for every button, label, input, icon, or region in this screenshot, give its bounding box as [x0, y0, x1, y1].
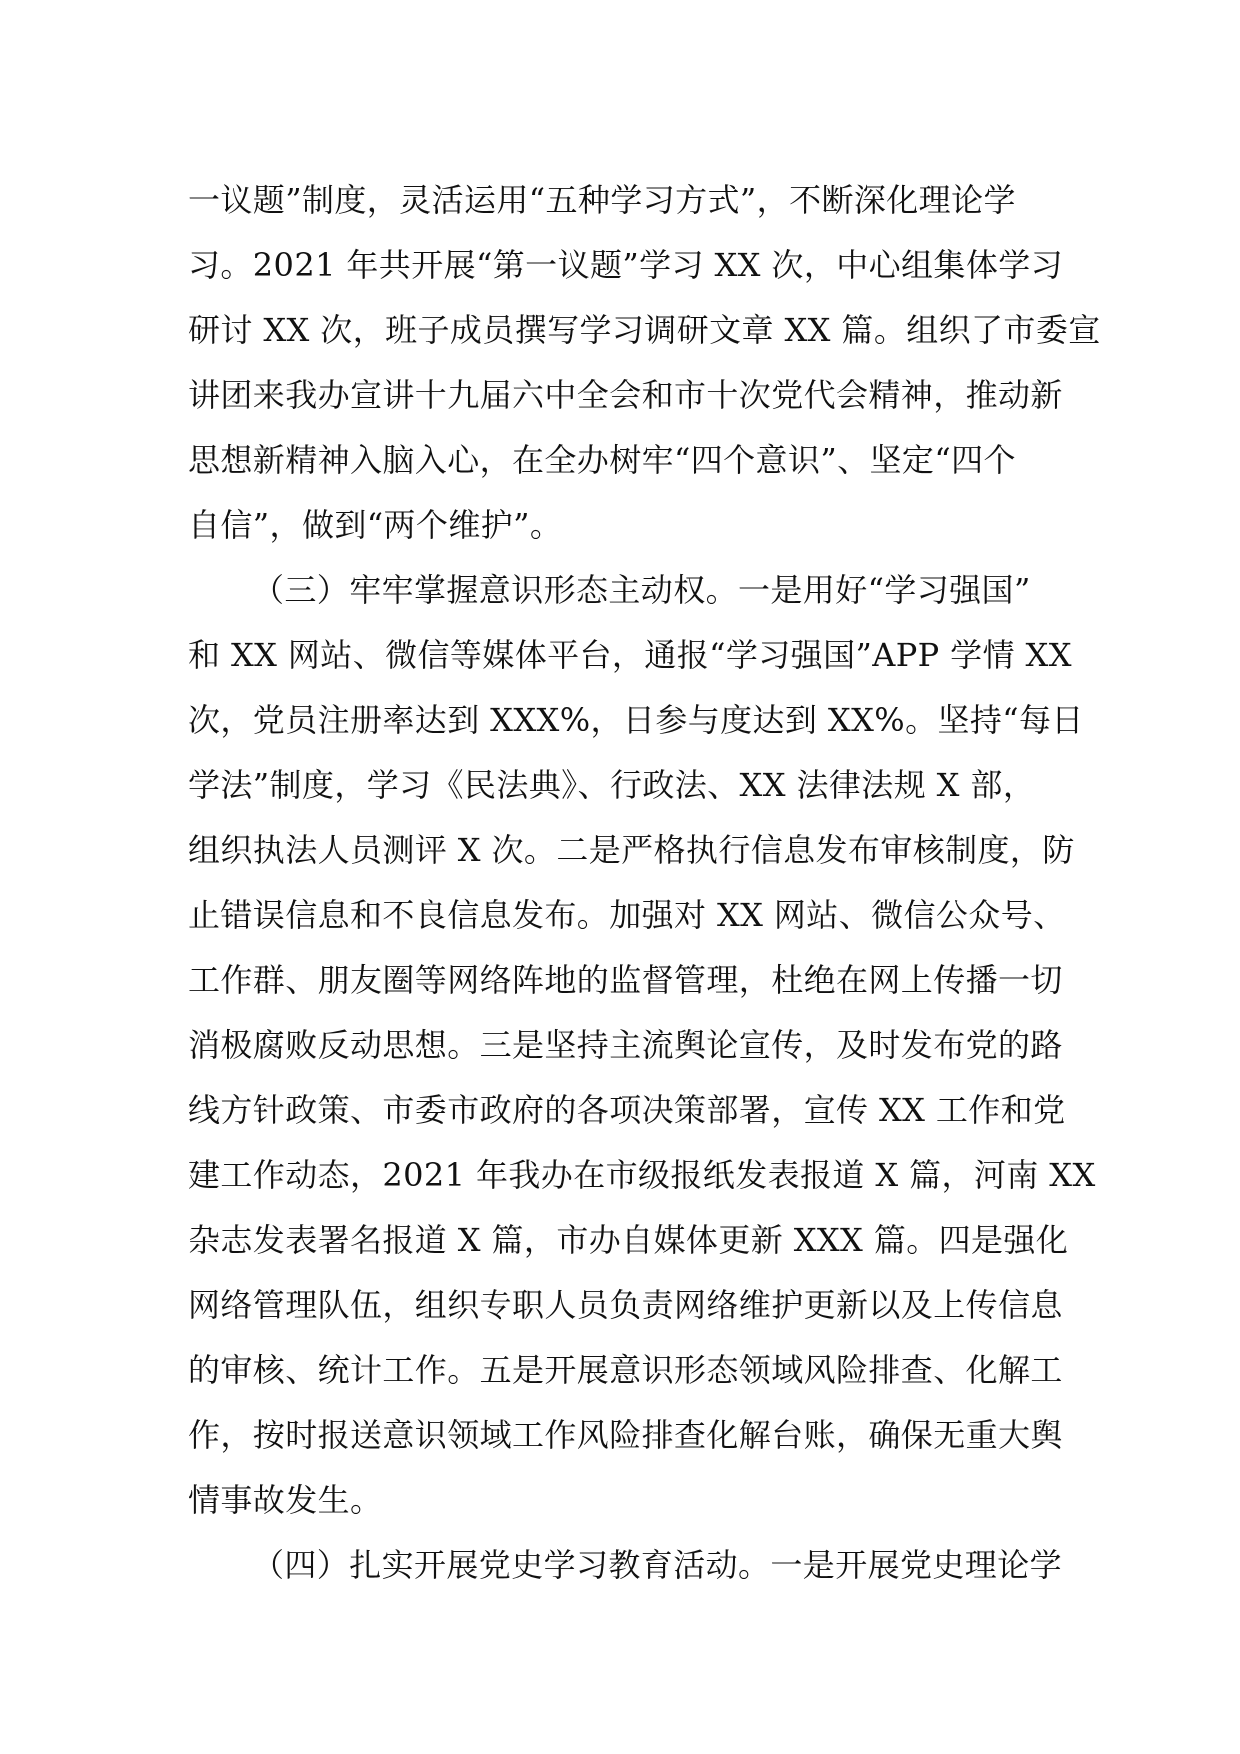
- text-line: 组织执法人员测评 X 次。二是严格执行信息发布审核制度，防: [188, 831, 1075, 869]
- text-line: 和 XX 网站、微信等媒体平台，通报“学习强国”APP 学情 XX: [188, 636, 1072, 674]
- text-line: 思想新精神入脑入心，在全办树牢“四个意识”、坚定“四个: [188, 441, 1016, 479]
- text-line: 讲团来我办宣讲十九届六中全会和市十次党代会精神，推动新: [188, 376, 1063, 414]
- section-heading-line: （三）牢牢掌握意识形态主动权。一是用好“学习强国”: [252, 571, 1031, 609]
- text-line: 次，党员注册率达到 XXX%，日参与度达到 XX%。坚持“每日: [188, 701, 1084, 739]
- text-line: 习。2021 年共开展“第一议题”学习 XX 次，中心组集体学习: [188, 246, 1064, 284]
- text-line: 研讨 XX 次，班子成员撰写学习调研文章 XX 篇。组织了市委宣: [188, 311, 1101, 349]
- text-line: 作，按时报送意识领域工作风险排查化解台账，确保无重大舆: [188, 1416, 1063, 1454]
- text-line: 一议题”制度，灵活运用“五种学习方式”，不断深化理论学: [188, 181, 1016, 219]
- document-body: [188, 168, 1101, 1598]
- text-line: 消极腐败反动思想。三是坚持主流舆论宣传，及时发布党的路: [188, 1026, 1063, 1064]
- text-line: 网络管理队伍，组织专职人员负责网络维护更新以及上传信息: [188, 1286, 1063, 1324]
- text-line: 自信”，做到“两个维护”。: [188, 506, 563, 544]
- text-line: 止错误信息和不良信息发布。加强对 XX 网站、微信公众号、: [188, 896, 1066, 934]
- section-heading-line: （四）扎实开展党史学习教育活动。一是开展党史理论学: [252, 1546, 1063, 1584]
- text-line: 的审核、统计工作。五是开展意识形态领域风险排查、化解工: [188, 1351, 1063, 1389]
- text-line: 建工作动态，2021 年我办在市级报纸发表报道 X 篇，河南 XX: [188, 1156, 1096, 1194]
- text-line: 学法”制度，学习《民法典》、行政法、XX 法律法规 X 部，: [188, 766, 1036, 804]
- text-line: 情事故发生。: [188, 1481, 383, 1519]
- text-line: 杂志发表署名报道 X 篇，市办自媒体更新 XXX 篇。四是强化: [188, 1221, 1069, 1259]
- text-line: 工作群、朋友圈等网络阵地的监督管理，杜绝在网上传播一切: [188, 961, 1063, 999]
- text-line: 线方针政策、市委市政府的各项决策部署，宣传 XX 工作和党: [188, 1091, 1066, 1129]
